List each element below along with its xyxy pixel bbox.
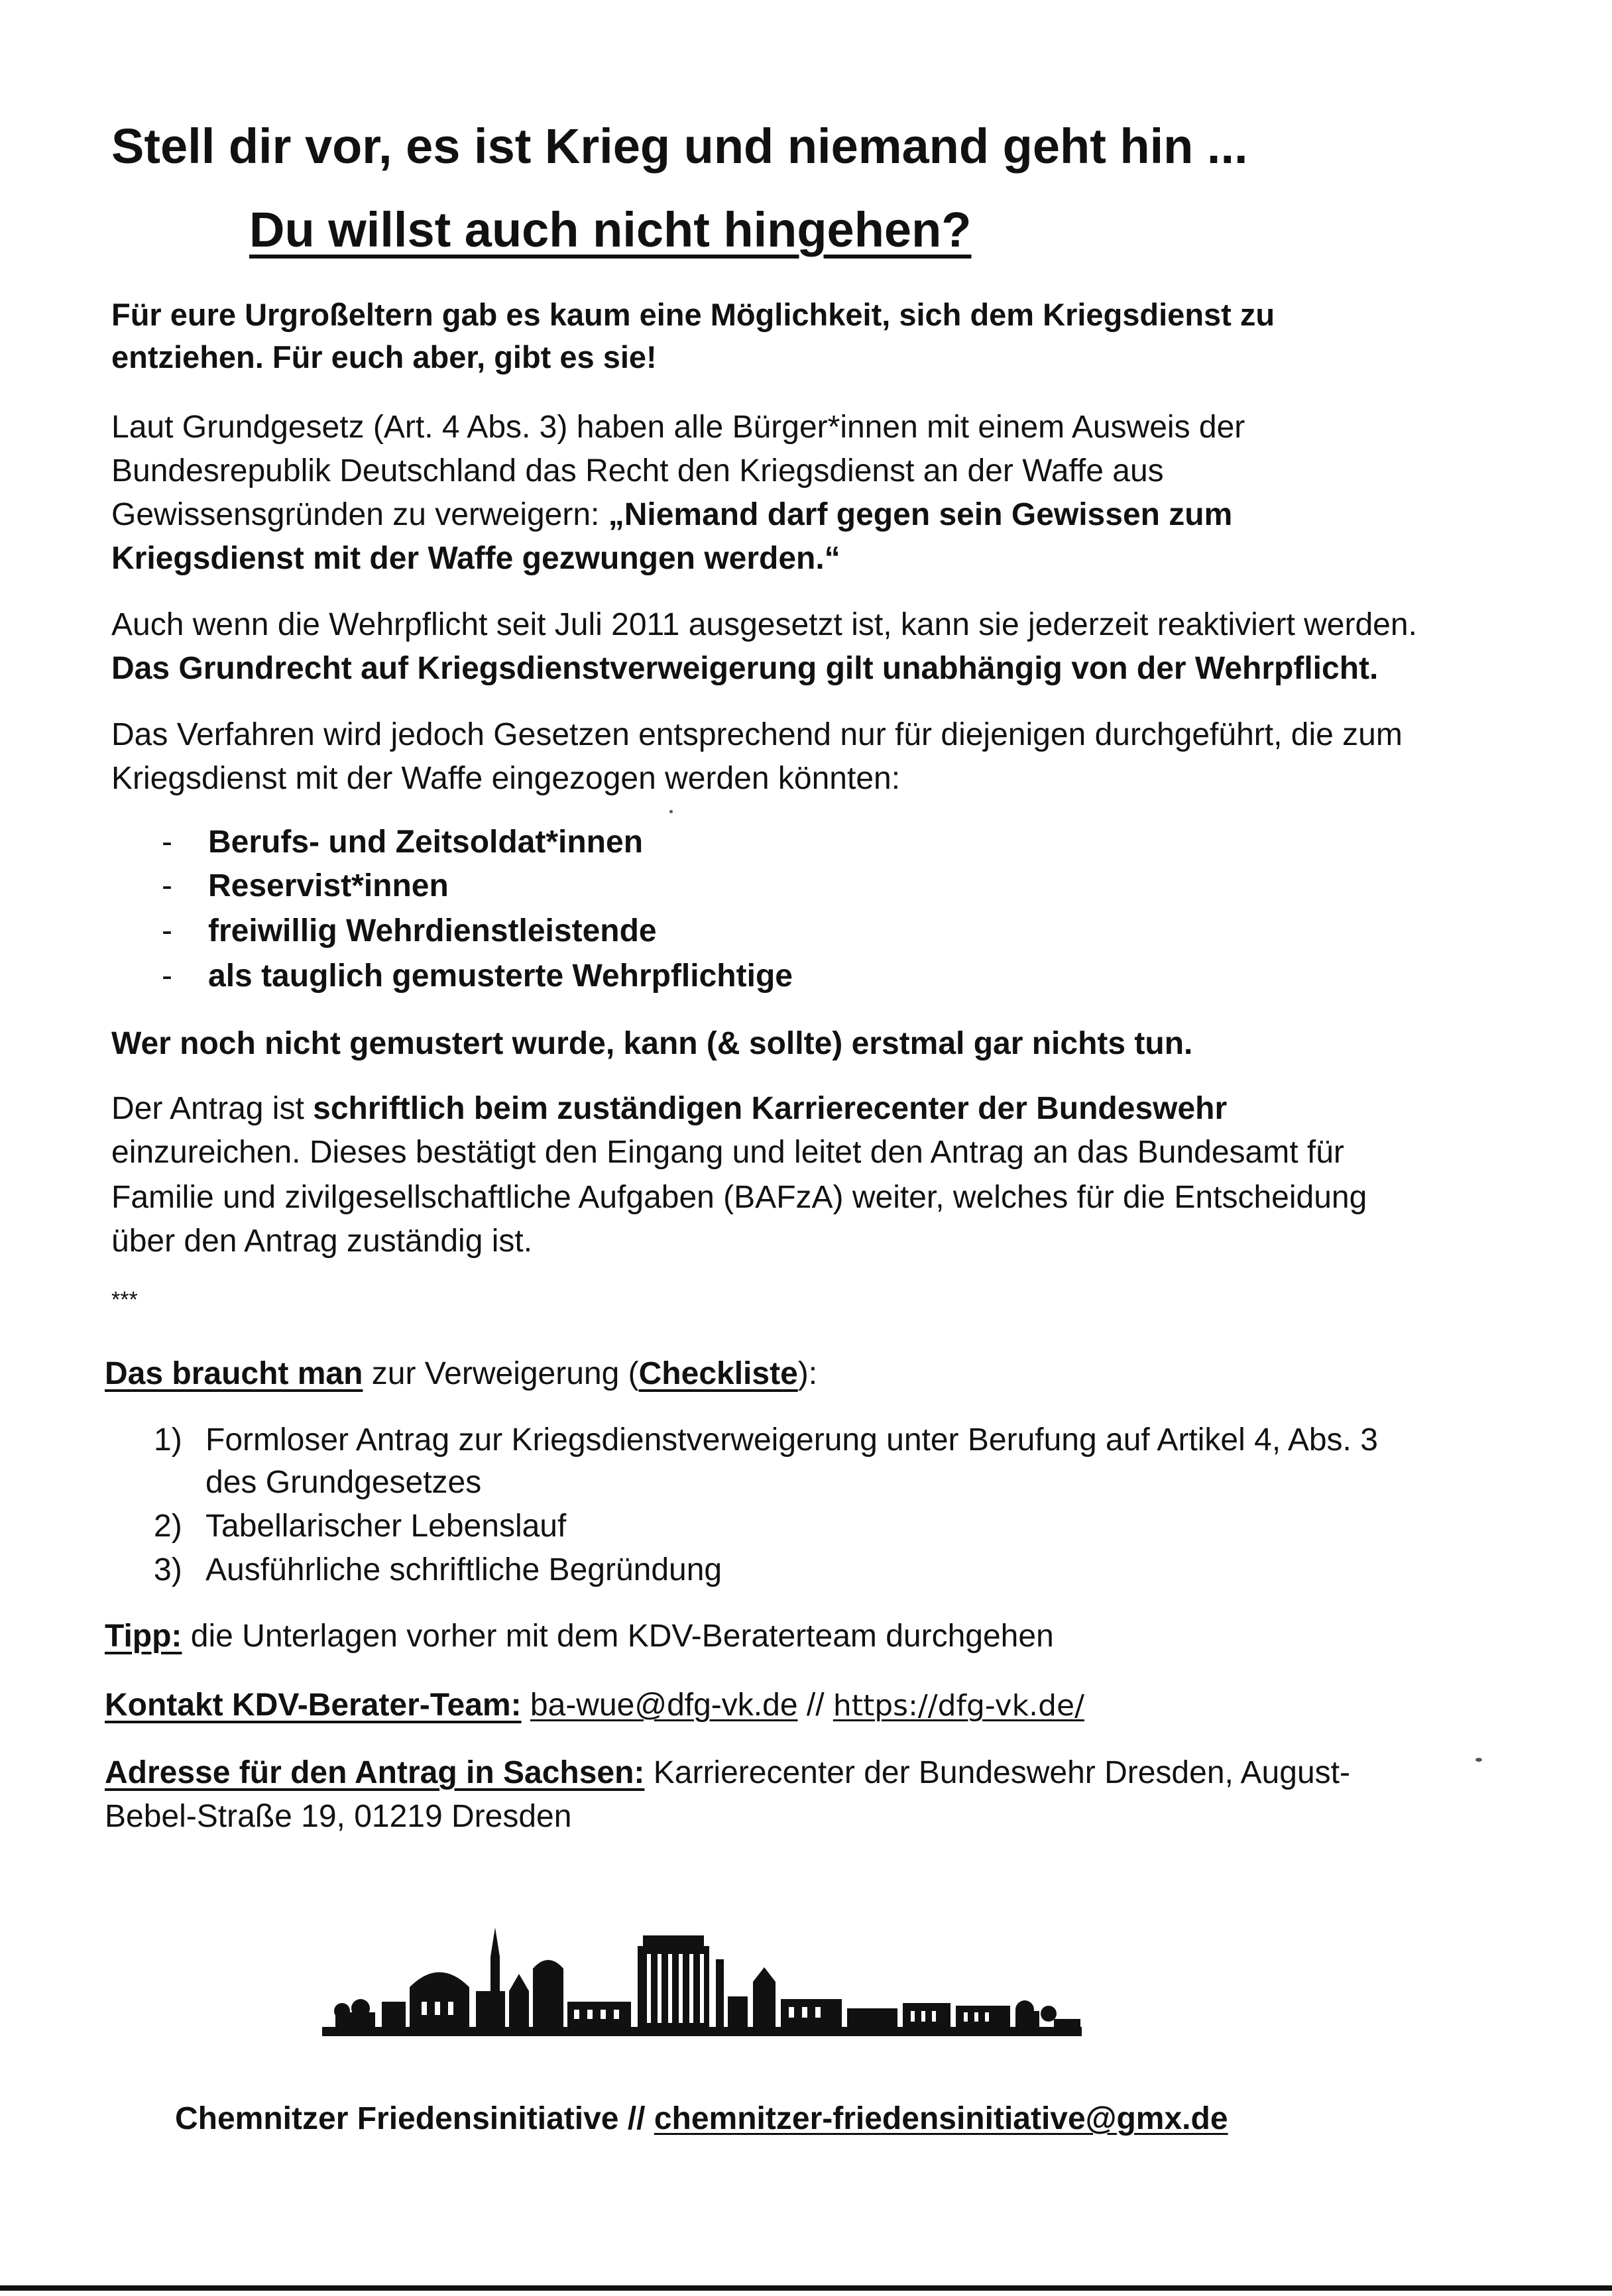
checklist-item-text: Formloser Antrag zur Kriegsdienstverweigerung unter Berufung auf Artikel 4, Abs. 3 bbox=[205, 1422, 1378, 1458]
verfahren-line-1: Das Verfahren wird jedoch Gesetzen entsprechend nur für diejenigen durchgeführt, die zum bbox=[111, 717, 1403, 752]
scan-speck bbox=[1475, 1758, 1482, 1762]
subheadline: Du willst auch nicht hingehen? bbox=[249, 202, 972, 257]
adresse-line-2: Bebel-Straße 19, 01219 Dresden bbox=[105, 1799, 572, 1834]
footer-separator: // bbox=[618, 2101, 654, 2136]
antrag-line-4: über den Antrag zuständig ist. bbox=[111, 1224, 533, 1259]
tipp-label: Tipp: bbox=[105, 1619, 182, 1654]
headline: Stell dir vor, es ist Krieg und niemand geht hin ... bbox=[111, 119, 1248, 174]
intro-line-2: entziehen. Für euch aber, gibt es sie! bbox=[111, 339, 657, 374]
grundgesetz-line-1: Laut Grundgesetz (Art. 4 Abs. 3) haben alle Bürger*innen mit einem Ausweis der bbox=[111, 410, 1245, 445]
grundgesetz-line-3 bbox=[111, 493, 1232, 537]
list-dash: - bbox=[162, 825, 172, 860]
checklist-item-text: Tabellarischer Lebenslauf bbox=[205, 1509, 567, 1544]
intro-line-1: Für eure Urgroßeltern gab es kaum eine Möglichkeit, sich dem Kriegsdienst zu bbox=[111, 297, 1275, 332]
adresse-text: Karrierecenter der Bundeswehr Dresden, August- bbox=[644, 1755, 1350, 1790]
verfahren-line-2: Kriegsdienst mit der Waffe eingezogen werden könnten: bbox=[111, 761, 901, 796]
checklist-number: 2) bbox=[154, 1509, 182, 1544]
list-dash: - bbox=[162, 868, 172, 903]
list-dash: - bbox=[162, 958, 172, 994]
checklist-number: 3) bbox=[154, 1552, 182, 1587]
tipp-text: die Unterlagen vorher mit dem KDV-Beraterteam durchgehen bbox=[182, 1619, 1054, 1654]
kontakt-line bbox=[105, 1684, 1084, 1728]
checklist-item-text: Ausführliche schriftliche Begründung bbox=[205, 1552, 722, 1587]
antrag-line-1-text: Der Antrag ist bbox=[111, 1091, 314, 1126]
grundgesetz-line-3-text: Gewissensgründen zu verweigern: bbox=[111, 497, 608, 532]
notice-text: Wer noch nicht gemustert wurde, kann (& sollte) erstmal gar nichts tun. bbox=[111, 1026, 1193, 1061]
checklist-label: Checkliste bbox=[638, 1356, 798, 1391]
checklist-lead-bold: Das braucht man bbox=[105, 1356, 363, 1391]
grundgesetz-quote-end: Kriegsdienst mit der Waffe gezwungen werden.“ bbox=[111, 541, 840, 576]
list-dash: - bbox=[162, 913, 172, 948]
kontakt-separator: // bbox=[797, 1688, 833, 1723]
adresse-label: Adresse für den Antrag in Sachsen: bbox=[105, 1755, 645, 1790]
grundgesetz-quote-start: „Niemand darf gegen sein Gewissen zum bbox=[608, 497, 1233, 532]
list-item-label: freiwillig Wehrdienstleistende bbox=[208, 913, 657, 948]
kontakt-label: Kontakt KDV-Berater-Team: bbox=[105, 1688, 522, 1723]
antrag-line-3: Familie und zivilgesellschaftliche Aufgaben (BAFzA) weiter, welches für die Entscheidung bbox=[111, 1180, 1367, 1215]
checklist-lead-end: ): bbox=[797, 1356, 818, 1391]
grundgesetz-line-2: Bundesrepublik Deutschland das Recht den Kriegsdienst an der Waffe aus bbox=[111, 453, 1164, 488]
footer-email-link[interactable]: chemnitzer-friedensinitiative@gmx.de bbox=[654, 2101, 1228, 2136]
footer-line bbox=[175, 2097, 1228, 2141]
list-item-label: Berufs- und Zeitsoldat*innen bbox=[208, 825, 644, 860]
checklist-number: 1) bbox=[154, 1422, 182, 1458]
kontakt-email-link[interactable]: ba-wue@dfg-vk.de bbox=[530, 1688, 798, 1723]
checklist-lead bbox=[105, 1352, 817, 1396]
checklist-lead-mid: zur Verweigerung ( bbox=[363, 1356, 639, 1391]
list-item-label: Reservist*innen bbox=[208, 868, 449, 903]
wehrpflicht-line-2: Das Grundrecht auf Kriegsdienstverweigerung gilt unabhängig von der Wehrpflicht. bbox=[111, 651, 1379, 686]
adresse-line-1 bbox=[105, 1751, 1350, 1795]
antrag-line-2: einzureichen. Dieses bestätigt den Eingang und leitet den Antrag an das Bundesamt für bbox=[111, 1135, 1344, 1170]
checklist-item-text-cont: des Grundgesetzes bbox=[205, 1465, 482, 1500]
chemnitz-skyline-silhouette-icon bbox=[322, 1927, 1082, 2053]
separator: *** bbox=[111, 1287, 138, 1312]
tipp-line bbox=[105, 1615, 1054, 1658]
antrag-line-1-bold: schriftlich beim zuständigen Karrierecenter der Bundeswehr bbox=[313, 1091, 1228, 1126]
scan-speck bbox=[669, 810, 673, 813]
list-item-label: als tauglich gemusterte Wehrpflichtige bbox=[208, 958, 793, 994]
antrag-line-1 bbox=[111, 1087, 1227, 1131]
wehrpflicht-line-1: Auch wenn die Wehrpflicht seit Juli 2011 ausgesetzt ist, kann sie jederzeit reaktiviert werden. bbox=[111, 607, 1417, 642]
footer-org: Chemnitzer Friedensinitiative bbox=[175, 2101, 619, 2136]
kontakt-url-link[interactable]: https://dfg-vk.de/ bbox=[833, 1689, 1084, 1723]
scan-edge-line bbox=[0, 2285, 1612, 2291]
